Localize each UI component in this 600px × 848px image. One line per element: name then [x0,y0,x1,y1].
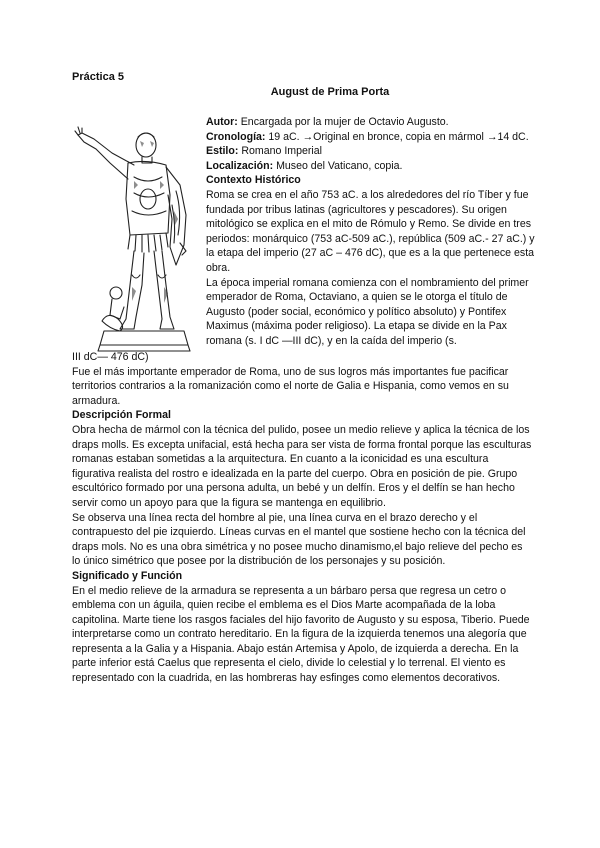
significado-heading: Significado y Función [72,569,183,582]
document-title: August de Prima Porta [270,86,390,98]
significado-paragraph-1: En el medio relieve de la armadura se representa a un bárbaro persa que regresa un cetro o emblema con un águila, quien recibe el emblema es el Dios Marte acompañada de la loba capitolina. Marte tiene los rasgos faciales del hijo favorito de Augusto y su esposa, Tiberio. Puede interpretarse como un contrato hereditario. En la figura de la izquierda tenemos una alegoría que representa a la Galia y a Hispania. Abajo están Artemisa y Apolo, de izquierda a derecha. En la parte inferior está Caelus que representa el cielo, divide lo celestial y lo terrenal. El viento es representado con la cuadrida, en las hombreras hay esfinges como elementos decorativos. [72,584,530,685]
contexto-paragraph-1: Roma se crea en el año 753 aC. a los alrededores del río Tíber y fue fundada por tribus latinas (agricultores y pescadores). Su origen mitológico se explica en el mito de Rómulo y Remo. Se divide en tres periodos: monárquico (753 aC-509 aC.), república (509 aC.- 27 aC.) y la etapa del imperio (27 aC – 476 dC), que es a la que pertenece esta obra. [206,188,535,274]
contexto-paragraph-2: La época imperial romana comienza con el nombramiento del primer emperador de Roma, Octaviano, a quien se le otorga el título de Augusto (poder social, económico y político absoluto) y Pontifex Maximus (máxima poder religioso). La etapa se divide en la Pax romana (s. I dC —III dC), y en la caída del imperio (s. [206,276,529,347]
cronologia-line [206,130,536,145]
practice-label: Práctica 5 [72,71,124,83]
main-text [72,350,532,686]
localizacion-value: Museo del Vaticano, copia. [276,159,403,172]
estilo-line [206,144,536,159]
autor-label: Autor: [206,116,238,128]
autor-value: Encargada por la mujer de Octavio Augusto. [240,116,449,128]
autor-line [206,115,536,130]
cronologia-value: 19 aC. →Original en bronce, copia en mármol →14 dC. [268,130,529,143]
descripcion-heading: Descripción Formal [72,409,171,422]
statue-image [72,115,204,355]
contexto-paragraph-2-continued: III dC— 476 dC) [72,351,149,363]
estilo-label: Estilo: [206,145,239,158]
descripcion-paragraph-1: Obra hecha de mármol con la técnica del pulido, posee un medio relieve y aplica la técnica de los draps molls. Es excepta unifacial, está hecha para ser vista de forma frontal porque las esculturas romanas estaban sometidas a la arquitectura. En cuanto a la iconicidad es una escultura figurativa realista del rostro e idealizada en la parte del cuerpo. Obra en posición de pie. Grupo escultórico formado por una persona adulta, un bebé y un delfín. Eros y el delfín se han hecho servir como un apoyo para que la figura se mantenga en equilibrio. [72,423,532,509]
localizacion-line [206,159,536,174]
contexto-paragraph-3: Fue el más importante emperador de Roma, uno de sus logros más importantes fue pacificar territorios contrarios a la romanización como el norte de Galia e Hispania, como vemos en su armadura. [72,365,509,407]
cronologia-label: Cronología: [206,130,266,143]
contexto-heading: Contexto Histórico [206,174,301,187]
info-column [206,115,536,349]
localizacion-label: Localización: [206,159,274,172]
estilo-value: Romano Imperial [241,145,322,158]
descripcion-paragraph-2: Se observa una línea recta del hombre al pie, una línea curva en el brazo derecho y el contrapuesto del pie izquierdo. Líneas curvas en el mantel que sostiene hecho con la técnica del draps mols. No es una obra simétrica y no posee mucho dinamismo,el bajo relieve del pecho es lo único simétrico que posee por la distribución de los personajes y su posición. [72,511,526,568]
